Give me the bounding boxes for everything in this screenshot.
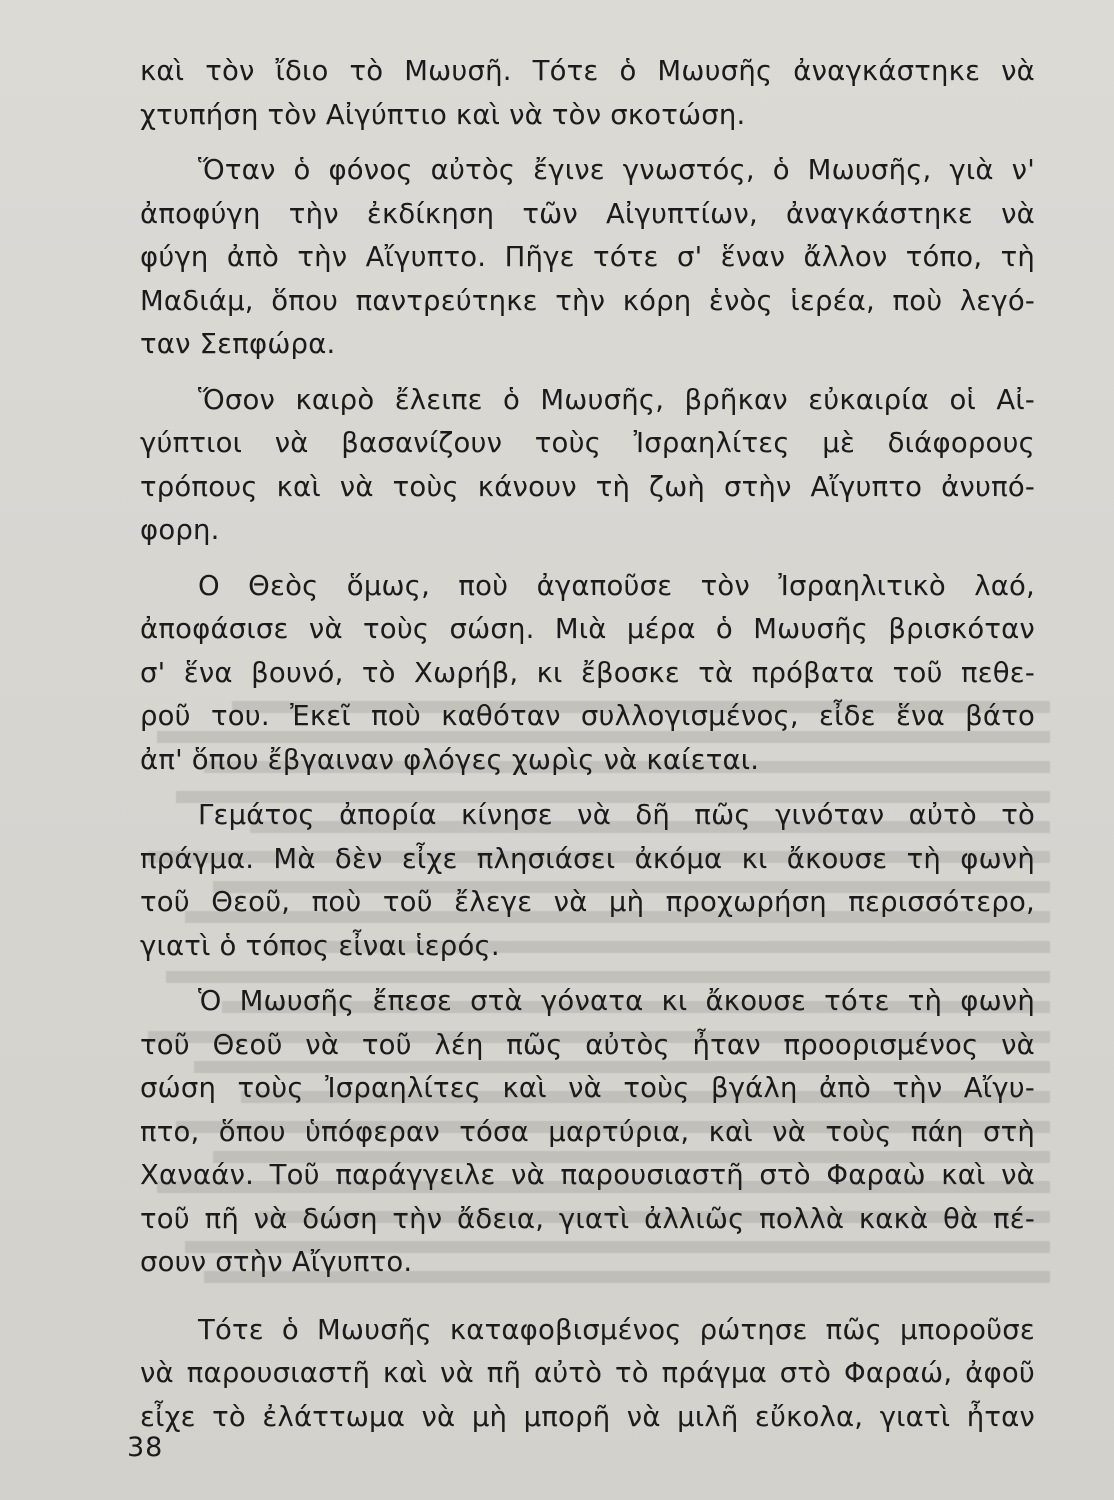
paragraph-2 [140, 149, 1035, 367]
text-line: Τότε ὁ Μωυσῆς καταφοβισμένος ρώτησε πῶς μποροῦσε [198, 1313, 1035, 1346]
text-line: ἀποφύγη τὴν ἐκδίκηση τῶν Αἰγυπτίων, ἀναγκάστηκε νὰ [140, 197, 1035, 230]
text-line: τοῦ πῆ νὰ δώση τὴν ἄδεια, γιατὶ ἀλλιῶς πολλὰ κακὰ θὰ πέ- [140, 1202, 1035, 1235]
text-line: ἀποφάσισε νὰ τοὺς σώση. Μιὰ μέρα ὁ Μωυσῆς βρισκόταν [140, 613, 1035, 645]
text-line: εἶχε τὸ ἐλάττωμα νὰ μὴ μπορῆ νὰ μιλῆ εὔκολα, γιατὶ ἦταν [140, 1400, 1035, 1433]
text-line: πτο, ὅπου ὑπόφεραν τόσα μαρτύρια, καὶ νὰ τοὺς πάη στὴ [140, 1115, 1035, 1148]
text-line: Ὅσον καιρὸ ἔλειπε ὁ Μωυσῆς, βρῆκαν εὐκαιρία οἱ Αἰ- [198, 383, 1035, 416]
text-line: τοῦ Θεοῦ, ποὺ τοῦ ἔλεγε νὰ μὴ προχωρήση περισσότερο, [140, 886, 1035, 918]
paragraph-5 [140, 794, 1035, 968]
paragraph-6 [140, 980, 1035, 1285]
text-line: Μαδιάμ, ὅπου παντρεύτηκε τὴν κόρη ἑνὸς ἱερέα, ποὺ λεγό- [140, 284, 1035, 317]
paragraph-1 [140, 50, 1035, 137]
text-line: ἀπ' ὅπου ἔβγαιναν φλόγες χωρὶς νὰ καίεται. [140, 743, 760, 776]
text-line: τοῦ Θεοῦ νὰ τοῦ λέη πῶς αὐτὸς ἦταν προορισμένος νὰ [140, 1028, 1035, 1061]
text-line: Χαναάν. Τοῦ παράγγειλε νὰ παρουσιαστῆ στὸ Φαραὼ καὶ νὰ [140, 1159, 1035, 1191]
body-text [140, 50, 1035, 1439]
text-line: ταν Σεπφώρα. [140, 328, 336, 360]
text-line: Ὁ Μωυσῆς ἔπεσε στὰ γόνατα κι ἄκουσε τότε τὴ φωνὴ [198, 985, 1035, 1017]
text-line: πράγμα. Μὰ δὲν εἶχε πλησιάσει ἀκόμα κι ἄκουσε τὴ φωνὴ [140, 842, 1035, 875]
text-line: γύπτιοι νὰ βασανίζουν τοὺς Ἰσραηλίτες μὲ διάφορους [140, 427, 1035, 459]
text-line: σ' ἕνα βουνό, τὸ Χωρήβ, κι ἔβοσκε τὰ πρόβατα τοῦ πεθε- [140, 656, 1035, 689]
text-line: νὰ παρουσιαστῆ καὶ νὰ πῆ αὐτὸ τὸ πράγμα στὸ Φαραώ, ἀφοῦ [140, 1357, 1035, 1389]
text-line: σώση τοὺς Ἰσραηλίτες καὶ νὰ τοὺς βγάλη ἀπὸ τὴν Αἴγυ- [140, 1072, 1035, 1104]
text-line: Ο Θεὸς ὅμως, ποὺ ἀγαποῦσε τὸν Ἰσραηλιτικὸ λαό, [198, 569, 1035, 602]
paragraph-3 [140, 379, 1035, 553]
text-line: φύγη ἀπὸ τὴν Αἴγυπτο. Πῆγε τότε σ' ἕναν ἄλλον τόπο, τὴ [140, 241, 1035, 273]
text-line: καὶ τὸν ἴδιο τὸ Μωυσῆ. Τότε ὁ Μωυσῆς ἀναγκάστηκε νὰ [140, 55, 1035, 87]
text-line: Ὅταν ὁ φόνος αὐτὸς ἔγινε γνωστός, ὁ Μωυσῆς, γιὰ ν' [198, 154, 1035, 186]
paragraph-7 [140, 1309, 1035, 1440]
text-line: φορη. [140, 514, 220, 546]
text-line: χτυπήση τὸν Αἰγύπτιο καὶ νὰ τὸν σκοτώση. [140, 98, 746, 131]
paragraph-4 [140, 565, 1035, 783]
text-line: Γεμάτος ἀπορία κίνησε νὰ δῆ πῶς γινόταν αὐτὸ τὸ [198, 799, 1035, 831]
text-line: σουν στὴν Αἴγυπτο. [140, 1246, 413, 1278]
page-number: 38 [127, 1432, 164, 1463]
text-line: ροῦ του. Ἐκεῖ ποὺ καθόταν συλλογισμένος, εἶδε ἕνα βάτο [140, 700, 1035, 732]
text-line: γιατὶ ὁ τόπος εἶναι ἱερός. [140, 929, 500, 962]
text-line: τρόπους καὶ νὰ τοὺς κάνουν τὴ ζωὴ στὴν Αἴγυπτο ἀνυπό- [140, 470, 1035, 503]
